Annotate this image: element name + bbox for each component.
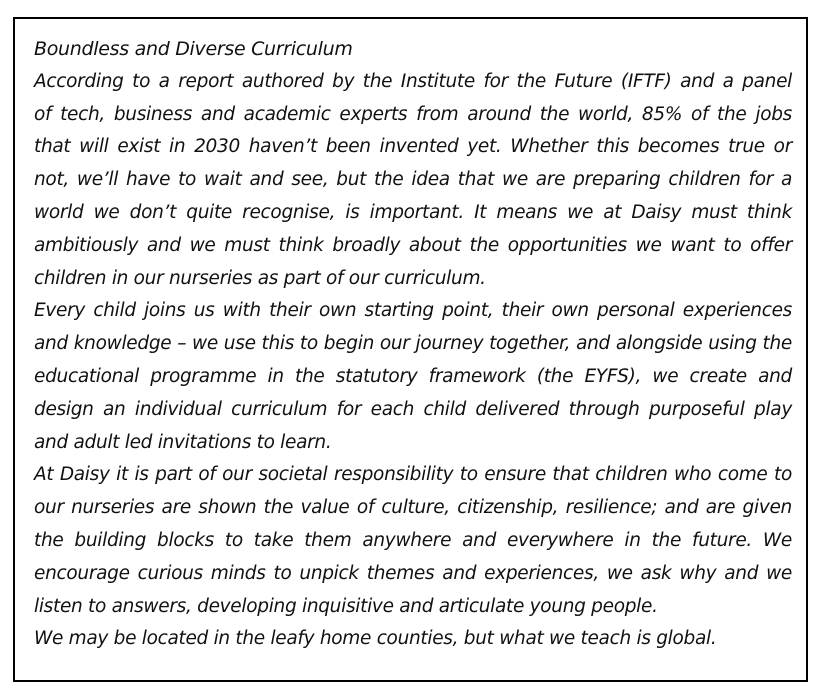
paragraph-line: world we don’t quite recognise, is important. It means we at Daisy must think <box>34 201 792 223</box>
paragraph-line: and knowledge – we use this to begin our journey together, and alongside using the <box>34 333 792 355</box>
curriculum-content <box>34 33 792 656</box>
paragraph-line: design an individual curriculum for each child delivered through purposeful play <box>34 398 792 420</box>
paragraph-line: encourage curious minds to unpick themes and experiences, we ask why and we <box>34 562 792 584</box>
paragraph-line: ambitiously and we must think broadly about the opportunities we want to offer <box>34 234 792 256</box>
paragraph <box>34 66 792 296</box>
curriculum-text-box <box>13 17 808 682</box>
paragraph-line: and adult led invitations to learn. <box>34 431 332 453</box>
paragraph-line: educational programme in the statutory framework (the EYFS), we create and <box>34 365 792 387</box>
paragraph-line: our nurseries are shown the value of culture, citizenship, resilience; and are given <box>34 497 792 519</box>
paragraph <box>34 623 792 656</box>
paragraph-line: Every child joins us with their own starting point, their own personal experiences <box>34 300 792 322</box>
paragraph-line: At Daisy it is part of our societal responsibility to ensure that children who come to <box>34 464 792 486</box>
paragraph-line: listen to answers, developing inquisitive and articulate young people. <box>34 595 658 617</box>
section-heading: Boundless and Diverse Curriculum <box>34 38 353 60</box>
paragraph-line: children in our nurseries as part of our curriculum. <box>34 267 486 289</box>
paragraph-line: According to a report authored by the Institute for the Future (IFTF) and a panel <box>34 70 792 92</box>
paragraphs <box>34 66 792 656</box>
paragraph-line: the building blocks to take them anywhere and everywhere in the future. We <box>34 529 792 551</box>
paragraph <box>34 459 792 623</box>
paragraph-line: that will exist in 2030 haven’t been invented yet. Whether this becomes true or <box>34 136 792 158</box>
paragraph <box>34 295 792 459</box>
paragraph-line: of tech, business and academic experts from around the world, 85% of the jobs <box>34 103 792 125</box>
paragraph-line: not, we’ll have to wait and see, but the idea that we are preparing children for a <box>34 169 792 191</box>
paragraph-line: We may be located in the leafy home counties, but what we teach is global. <box>34 628 717 650</box>
